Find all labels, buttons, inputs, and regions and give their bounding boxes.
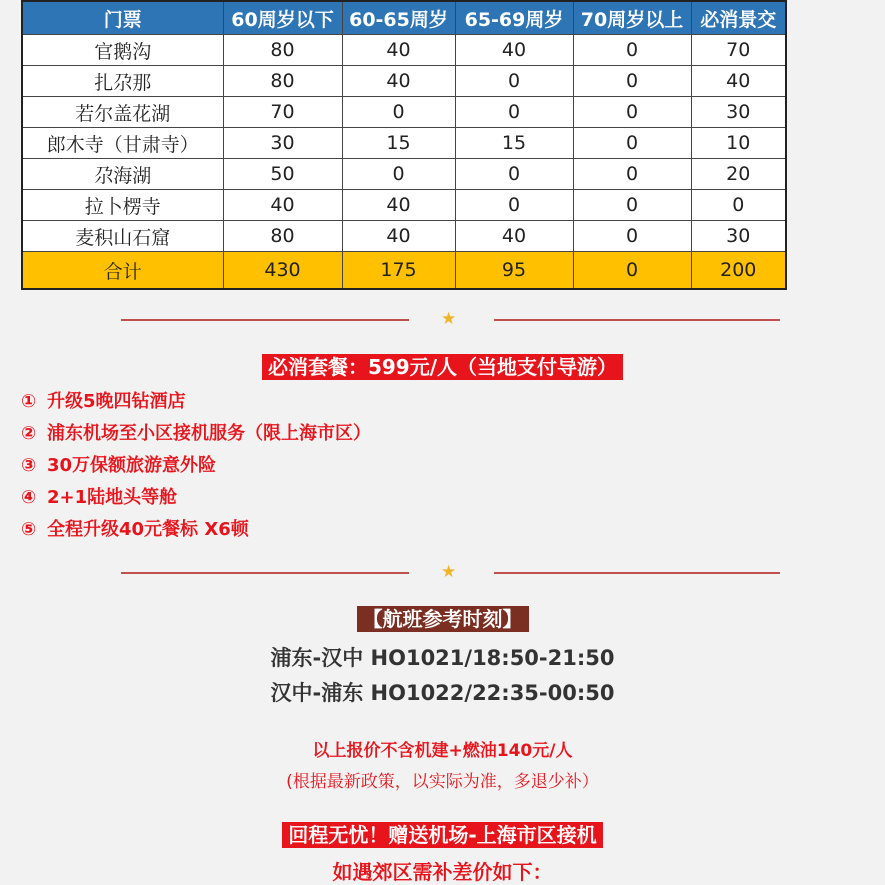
table-cell: 拉卜楞寺 xyxy=(22,190,223,221)
table-cell: 10 xyxy=(691,128,786,159)
table-cell: 40 xyxy=(691,66,786,97)
list-item xyxy=(21,420,371,452)
section-divider xyxy=(0,562,885,582)
table-row xyxy=(22,190,786,221)
total-cell: 合计 xyxy=(22,252,223,290)
table-cell: 0 xyxy=(455,97,573,128)
table-cell: 40 xyxy=(342,66,455,97)
item-text: 30万保额旅游意外险 xyxy=(47,455,217,476)
total-cell: 0 xyxy=(573,252,691,290)
table-cell: 30 xyxy=(691,221,786,252)
table-row xyxy=(22,221,786,252)
section-divider xyxy=(0,309,885,329)
column-header: 必消景交 xyxy=(691,1,786,35)
table-cell: 0 xyxy=(573,128,691,159)
package-title: 必消套餐：599元/人（当地支付导游） xyxy=(262,354,623,380)
table-row xyxy=(22,159,786,190)
table-cell: 30 xyxy=(223,128,342,159)
total-cell: 95 xyxy=(455,252,573,290)
table-cell: 0 xyxy=(455,190,573,221)
table-row xyxy=(22,35,786,66)
list-item xyxy=(21,484,371,516)
table-cell: 尕海湖 xyxy=(22,159,223,190)
table-cell: 0 xyxy=(573,35,691,66)
table-cell: 80 xyxy=(223,35,342,66)
table-cell: 15 xyxy=(455,128,573,159)
item-text: 升级5晚四钻酒店 xyxy=(47,391,186,412)
table-cell: 0 xyxy=(455,66,573,97)
table-total-row xyxy=(22,252,786,290)
table-cell: 若尔盖花湖 xyxy=(22,97,223,128)
list-item xyxy=(21,388,371,420)
column-header: 门票 xyxy=(22,1,223,35)
table-cell: 官鹅沟 xyxy=(22,35,223,66)
table-cell: 0 xyxy=(455,159,573,190)
ticket-price-table xyxy=(21,0,787,290)
list-item xyxy=(21,452,371,484)
column-header: 70周岁以上 xyxy=(573,1,691,35)
table-cell: 0 xyxy=(573,221,691,252)
policy-note: (根据最新政策，以实际为准，多退少补） xyxy=(286,772,599,792)
table-row xyxy=(22,66,786,97)
table-cell: 40 xyxy=(342,221,455,252)
table-cell: 40 xyxy=(455,221,573,252)
table-row xyxy=(22,97,786,128)
return-banner xyxy=(0,822,885,848)
table-cell: 80 xyxy=(223,221,342,252)
return-banner-text: 回程无忧！赠送机场-上海市区接机 xyxy=(282,822,602,848)
item-text: 全程升级40元餐标 X6顿 xyxy=(47,519,249,540)
item-number: ③ xyxy=(21,455,37,476)
suburb-note: 如遇郊区需补差价如下： xyxy=(332,860,553,884)
table-row xyxy=(22,128,786,159)
table-cell: 40 xyxy=(342,190,455,221)
flight-banner xyxy=(0,606,885,632)
flight-outbound: 浦东-汉中 HO1021/18:50-21:50 xyxy=(270,646,615,670)
table-header-row xyxy=(22,1,786,35)
item-number: ⑤ xyxy=(21,519,37,540)
table-cell: 40 xyxy=(342,35,455,66)
column-header: 60周岁以下 xyxy=(223,1,342,35)
table-cell: 扎尕那 xyxy=(22,66,223,97)
table-cell: 40 xyxy=(455,35,573,66)
table-cell: 0 xyxy=(342,159,455,190)
table-cell: 40 xyxy=(223,190,342,221)
table-cell: 20 xyxy=(691,159,786,190)
table-cell: 0 xyxy=(573,190,691,221)
package-item-list xyxy=(21,388,371,548)
item-number: ② xyxy=(21,423,37,444)
package-banner xyxy=(0,354,885,380)
table-cell: 70 xyxy=(223,97,342,128)
list-item xyxy=(21,516,371,548)
table-cell: 70 xyxy=(691,35,786,66)
item-number: ④ xyxy=(21,487,37,508)
item-text: 2+1陆地头等舱 xyxy=(47,487,178,508)
flight-return: 汉中-浦东 HO1022/22:35-00:50 xyxy=(270,681,615,705)
table-cell: 50 xyxy=(223,159,342,190)
table-cell: 30 xyxy=(691,97,786,128)
total-cell: 175 xyxy=(342,252,455,290)
star-icon: ★ xyxy=(441,562,457,582)
table-cell: 0 xyxy=(573,97,691,128)
total-cell: 200 xyxy=(691,252,786,290)
column-header: 60-65周岁 xyxy=(342,1,455,35)
table-cell: 0 xyxy=(342,97,455,128)
item-text: 浦东机场至小区接机服务（限上海市区） xyxy=(47,423,371,444)
price-note: 以上报价不含机建+燃油140元/人 xyxy=(312,741,573,761)
table-cell: 0 xyxy=(573,159,691,190)
table-cell: 麦积山石窟 xyxy=(22,221,223,252)
table-cell: 0 xyxy=(691,190,786,221)
table-cell: 80 xyxy=(223,66,342,97)
column-header: 65-69周岁 xyxy=(455,1,573,35)
flight-title: 【航班参考时刻】 xyxy=(357,606,529,632)
table-cell: 郎木寺（甘肃寺） xyxy=(22,128,223,159)
total-cell: 430 xyxy=(223,252,342,290)
item-number: ① xyxy=(21,391,37,412)
star-icon: ★ xyxy=(441,309,457,329)
table-cell: 0 xyxy=(573,66,691,97)
table-cell: 15 xyxy=(342,128,455,159)
